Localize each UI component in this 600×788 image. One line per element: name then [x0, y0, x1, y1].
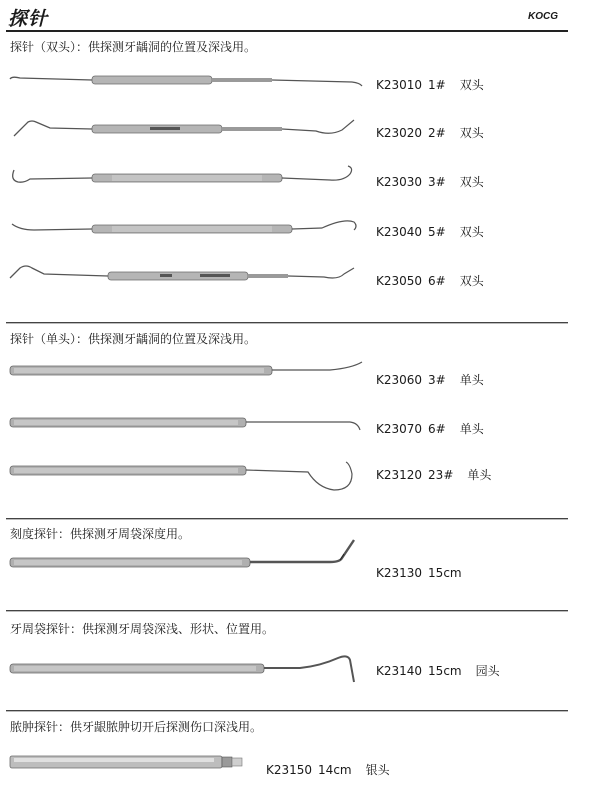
item-label	[376, 662, 500, 679]
item-code: K23020	[376, 126, 423, 140]
item-label	[266, 761, 390, 778]
item-code: K23130	[376, 566, 423, 580]
probe-illustration-k23140	[0, 646, 370, 690]
item-label	[376, 173, 484, 190]
item-type: 双头	[459, 126, 484, 140]
item-code: K23060	[376, 373, 423, 387]
probe-illustration-k23070	[0, 410, 370, 440]
probe-illustration-k23120	[0, 458, 370, 498]
item-code: K23050	[376, 274, 423, 288]
item-label	[376, 272, 484, 289]
item-code: K23120	[376, 468, 423, 482]
item-label	[376, 124, 484, 141]
section-divider	[6, 710, 568, 711]
item-label	[376, 371, 484, 388]
item-type: 园头	[475, 664, 500, 678]
item-code: K23030	[376, 175, 423, 189]
section-heading-abscess-probe: 脓肿探针：供牙龈脓肿切开后探测伤口深浅用。	[10, 720, 263, 734]
brand-logo-text: KOCG	[528, 11, 558, 22]
section-heading-graduated-probe: 刻度探针：供探测牙周袋深度用。	[10, 527, 191, 541]
probe-illustration-k23130	[0, 536, 370, 580]
section-heading-periodontal-probe: 牙周袋探针：供探测牙周袋深浅、形状、位置用。	[10, 622, 275, 636]
item-size: 15cm	[428, 664, 462, 678]
item-label	[376, 566, 462, 580]
item-type: 双头	[459, 274, 484, 288]
probe-illustration-k23020	[0, 114, 370, 144]
item-code: K23150	[266, 763, 313, 777]
section-divider	[6, 322, 568, 323]
item-label	[376, 466, 491, 483]
item-size: 23#	[428, 468, 454, 482]
probe-illustration-k23060	[0, 358, 370, 388]
section-heading-single-probe: 探针（单头）：供探测牙龋洞的位置及深浅用。	[10, 332, 257, 346]
section-divider	[6, 610, 568, 611]
probe-illustration-k23030	[0, 162, 370, 192]
item-type: 单头	[459, 373, 484, 387]
item-size: 2#	[428, 126, 446, 140]
section-heading-double-probe: 探针（双头）：供探测牙龋洞的位置及深浅用。	[10, 40, 257, 54]
item-type: 单头	[459, 422, 484, 436]
item-code: K23040	[376, 225, 423, 239]
probe-illustration-k23150	[0, 748, 260, 778]
item-size: 3#	[428, 175, 446, 189]
probe-illustration-k23010	[0, 66, 370, 96]
item-type: 单头	[467, 468, 492, 482]
item-type: 双头	[459, 225, 484, 239]
item-label	[376, 420, 484, 437]
item-size: 15cm	[428, 566, 462, 580]
item-size: 1#	[428, 78, 446, 92]
item-type: 双头	[459, 175, 484, 189]
item-size: 6#	[428, 274, 446, 288]
item-code: K23010	[376, 78, 423, 92]
item-code: K23070	[376, 422, 423, 436]
header-rule	[6, 30, 568, 32]
item-label	[376, 76, 484, 93]
item-size: 5#	[428, 225, 446, 239]
probe-illustration-k23050	[0, 260, 370, 290]
item-size: 14cm	[318, 763, 352, 777]
item-size: 3#	[428, 373, 446, 387]
item-type: 双头	[459, 78, 484, 92]
section-divider	[6, 518, 568, 519]
item-size: 6#	[428, 422, 446, 436]
page-title: 探针	[8, 8, 49, 30]
item-label	[376, 223, 484, 240]
item-type: 银头	[365, 763, 390, 777]
probe-illustration-k23040	[0, 212, 370, 242]
item-code: K23140	[376, 664, 423, 678]
